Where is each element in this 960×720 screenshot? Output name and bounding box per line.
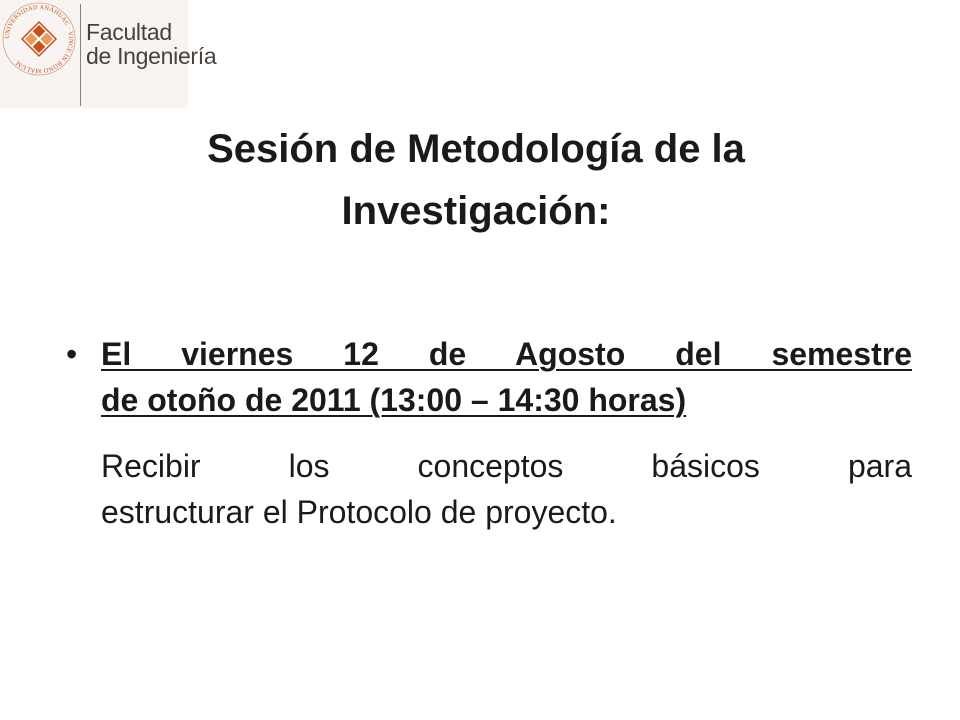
bullet-list	[66, 331, 912, 535]
session-description	[101, 443, 912, 535]
slide-title-line2: Investigación:	[341, 189, 611, 233]
session-date-line2: de otoño de 2011 (13:00 – 14:30 horas)	[101, 382, 687, 418]
emblem-ring-text: UNIVERSIDAD ANÁHUAC · VINCE IN BONO MALUM ·	[3, 3, 75, 75]
session-description-line1: Recibir los conceptos básicos para	[101, 448, 912, 484]
session-description-line2: estructurar el Protocolo de proyecto.	[101, 494, 617, 530]
faculty-name-line1: Facultad	[86, 19, 172, 45]
session-date-line1: El viernes 12 de Agosto del semestre	[101, 336, 912, 372]
bullet-item	[66, 331, 912, 535]
slide-title	[60, 118, 892, 242]
bullet-marker: •	[66, 336, 78, 372]
university-emblem-icon	[0, 0, 78, 78]
faculty-name-line2: de Ingeniería	[86, 43, 217, 69]
logo	[0, 0, 217, 108]
logo-divider	[80, 4, 81, 106]
slide-title-line1: Sesión de Metodología de la	[207, 127, 745, 171]
